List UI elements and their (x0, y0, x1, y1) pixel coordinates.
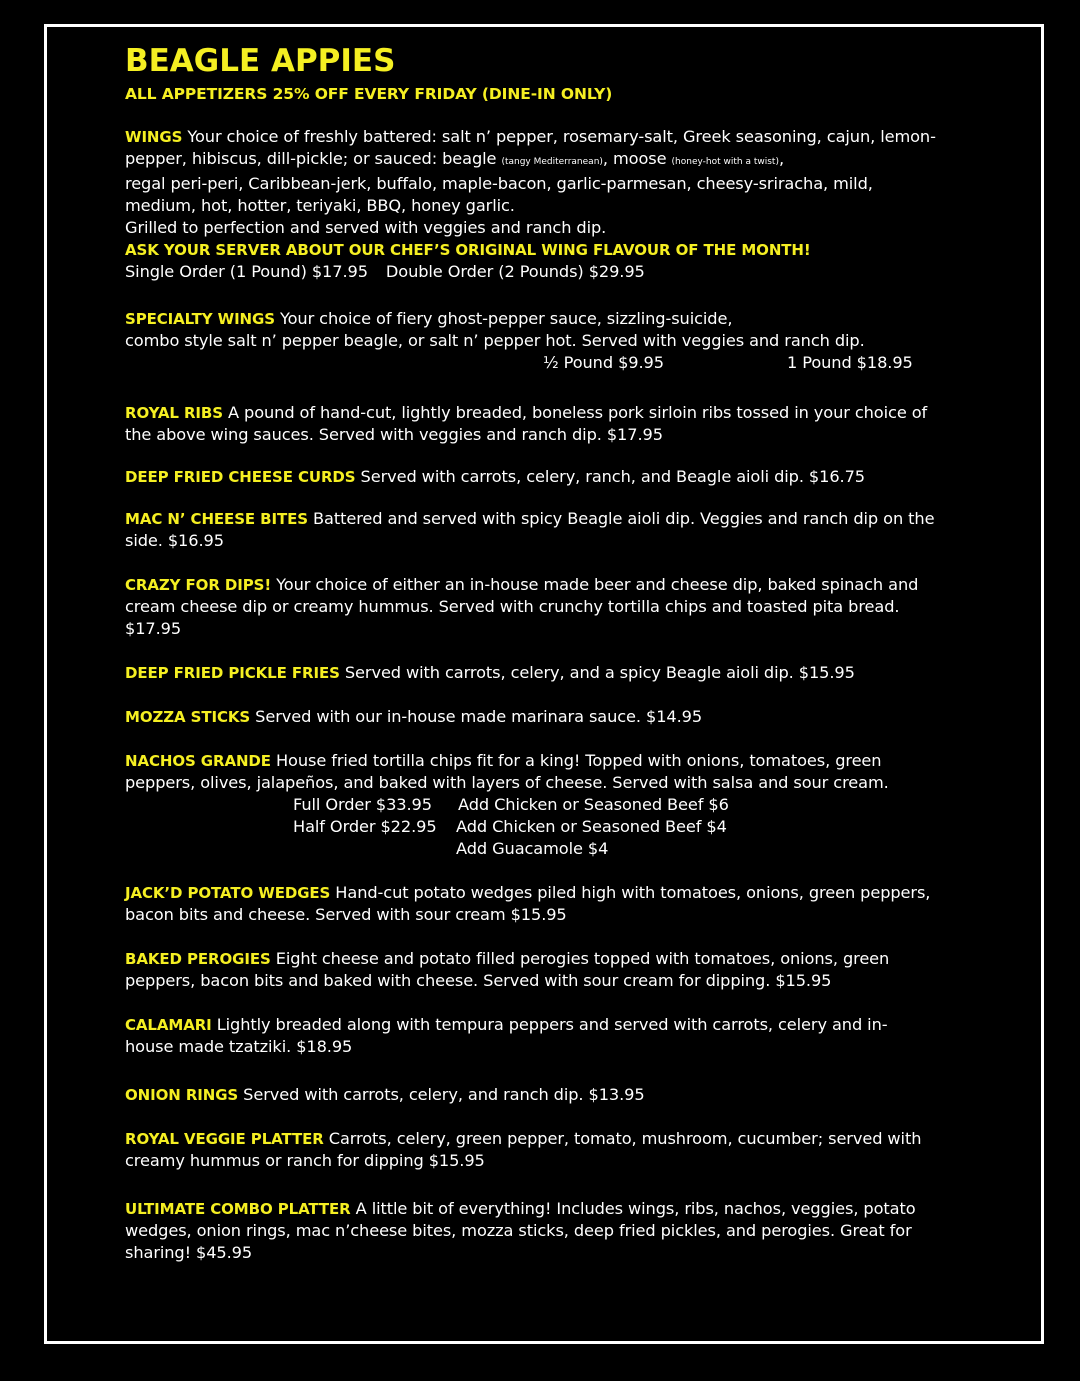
price-one-pound: 1 Pound $18.95 (787, 353, 913, 372)
menu-item-mac-bites (125, 508, 1005, 552)
sauce-note: (tangy Mediterranean) (501, 157, 603, 167)
item-name: ONION RINGS (125, 1086, 239, 1104)
item-desc: peppers, olives, jalapeños, and baked with layers of cheese. Served with salsa and sour cream. (125, 773, 889, 792)
item-name: ULTIMATE COMBO PLATTER (125, 1200, 351, 1218)
item-desc: , (778, 149, 785, 168)
item-desc: $17.95 (125, 619, 182, 638)
addon-half: Add Chicken or Seasoned Beef $4 (456, 817, 727, 836)
price-row (125, 352, 1005, 374)
item-desc: wedges, onion rings, mac n’cheese bites, mozza sticks, deep fried pickles, and perogies. Great for (125, 1221, 912, 1240)
menu-item-perogies (125, 948, 1005, 992)
item-name: ROYAL RIBS (125, 404, 223, 422)
item-desc: Your choice of either an in-house made beer and cheese dip, baked spinach and (271, 575, 919, 594)
item-desc: Served with our in-house made marinara sauce. $14.95 (250, 707, 703, 726)
item-desc: Battered and served with spicy Beagle aioli dip. Veggies and ranch dip on the (307, 509, 935, 528)
menu-item-calamari (125, 1014, 1005, 1058)
menu-item-nachos (125, 750, 1005, 860)
menu-item-cheese-curds (125, 466, 1005, 488)
item-desc: Your choice of fiery ghost-pepper sauce, sizzling-suicide, (274, 309, 733, 328)
sauce-note: (honey-hot with a twist) (671, 157, 779, 167)
price-half-order: Half Order $22.95 (293, 817, 437, 836)
item-desc: Grilled to perfection and served with veggies and ranch dip. (125, 218, 607, 237)
item-desc: Served with carrots, celery, and ranch dip. $13.95 (238, 1085, 645, 1104)
item-desc: A little bit of everything! Includes wings, ribs, nachos, veggies, potato (350, 1199, 916, 1218)
price-double: Double Order (2 Pounds) $29.95 (385, 262, 645, 281)
item-desc: Hand-cut potato wedges piled high with tomatoes, onions, green peppers, (330, 883, 931, 902)
item-desc: Lightly breaded along with tempura peppers and served with carrots, celery and in- (211, 1015, 888, 1034)
item-desc: Served with carrots, celery, ranch, and Beagle aioli dip. $16.75 (355, 467, 865, 486)
item-desc: regal peri-peri, Caribbean-jerk, buffalo, maple-bacon, garlic-parmesan, cheesy-sriracha, mild, (125, 174, 873, 193)
addon-guacamole: Add Guacamole $4 (456, 839, 609, 858)
menu-item-mozza-sticks (125, 706, 1005, 728)
item-name: NACHOS GRANDE (125, 752, 271, 770)
item-name: BAKED PEROGIES (125, 950, 271, 968)
item-desc: A pound of hand-cut, lightly breaded, boneless pork sirloin ribs tossed in your choice of (222, 403, 928, 422)
price-block (125, 794, 1005, 860)
item-desc: Your choice of freshly battered: salt n’ pepper, rosemary-salt, Greek seasoning, cajun, lemon- (182, 127, 936, 146)
item-desc: side. $16.95 (125, 531, 224, 550)
item-desc: House fried tortilla chips fit for a king! Topped with onions, tomatoes, green (270, 751, 882, 770)
menu-item-wings (125, 126, 1005, 283)
menu-item-potato-wedges (125, 882, 1005, 926)
item-desc: house made tzatziki. $18.95 (125, 1037, 353, 1056)
item-desc: combo style salt n’ pepper beagle, or salt n’ pepper hot. Served with veggies and ranch dip. (125, 331, 865, 350)
price-half-pound: ½ Pound $9.95 (543, 353, 664, 372)
menu-item-royal-ribs (125, 402, 1005, 446)
item-name: DEEP FRIED CHEESE CURDS (125, 468, 356, 486)
item-desc: Eight cheese and potato filled perogies topped with tomatoes, onions, green (270, 949, 890, 968)
item-desc: the above wing sauces. Served with veggies and ranch dip. $17.95 (125, 425, 663, 444)
item-desc: pepper, hibiscus, dill-pickle; or sauced: beagle (125, 149, 502, 168)
item-name: DEEP FRIED PICKLE FRIES (125, 664, 340, 682)
item-name: CRAZY FOR DIPS! (125, 576, 272, 594)
appetizer-menu (125, 40, 1005, 1264)
item-desc: bacon bits and cheese. Served with sour cream $15.95 (125, 905, 567, 924)
item-desc: cream cheese dip or creamy hummus. Served with crunchy tortilla chips and toasted pita bread. (125, 597, 900, 616)
menu-item-pickle-fries (125, 662, 1005, 684)
item-name: SPECIALTY WINGS (125, 310, 275, 328)
price-full-order: Full Order $33.95 (293, 795, 432, 814)
item-desc: Carrots, celery, green pepper, tomato, mushroom, cucumber; served with (323, 1129, 922, 1148)
item-name: MAC N’ CHEESE BITES (125, 510, 308, 528)
wing-promo: ASK YOUR SERVER ABOUT OUR CHEF’S ORIGINAL WING FLAVOUR OF THE MONTH! (125, 241, 811, 259)
item-desc: sharing! $45.95 (125, 1243, 253, 1262)
item-name: WINGS (125, 128, 183, 146)
menu-item-onion-rings (125, 1084, 1005, 1106)
item-name: MOZZA STICKS (125, 708, 251, 726)
item-desc: Served with carrots, celery, and a spicy Beagle aioli dip. $15.95 (339, 663, 855, 682)
item-desc: medium, hot, hotter, teriyaki, BBQ, honey garlic. (125, 196, 515, 215)
addon-full: Add Chicken or Seasoned Beef $6 (458, 795, 729, 814)
item-name: CALAMARI (125, 1016, 212, 1034)
menu-subtitle: ALL APPETIZERS 25% OFF EVERY FRIDAY (DINE-IN ONLY) (125, 85, 613, 103)
item-desc: , moose (602, 149, 672, 168)
price-single: Single Order (1 Pound) $17.95 (125, 262, 368, 281)
menu-item-combo-platter (125, 1198, 1005, 1264)
item-name: JACK’D POTATO WEDGES (125, 884, 331, 902)
menu-item-specialty-wings (125, 308, 1005, 374)
item-desc: creamy hummus or ranch for dipping $15.95 (125, 1151, 485, 1170)
menu-item-dips (125, 574, 1005, 640)
item-name: ROYAL VEGGIE PLATTER (125, 1130, 324, 1148)
item-desc: peppers, bacon bits and baked with cheese. Served with sour cream for dipping. $15.95 (125, 971, 832, 990)
menu-item-veggie-platter (125, 1128, 1005, 1172)
menu-title: BEAGLE APPIES (125, 43, 396, 79)
